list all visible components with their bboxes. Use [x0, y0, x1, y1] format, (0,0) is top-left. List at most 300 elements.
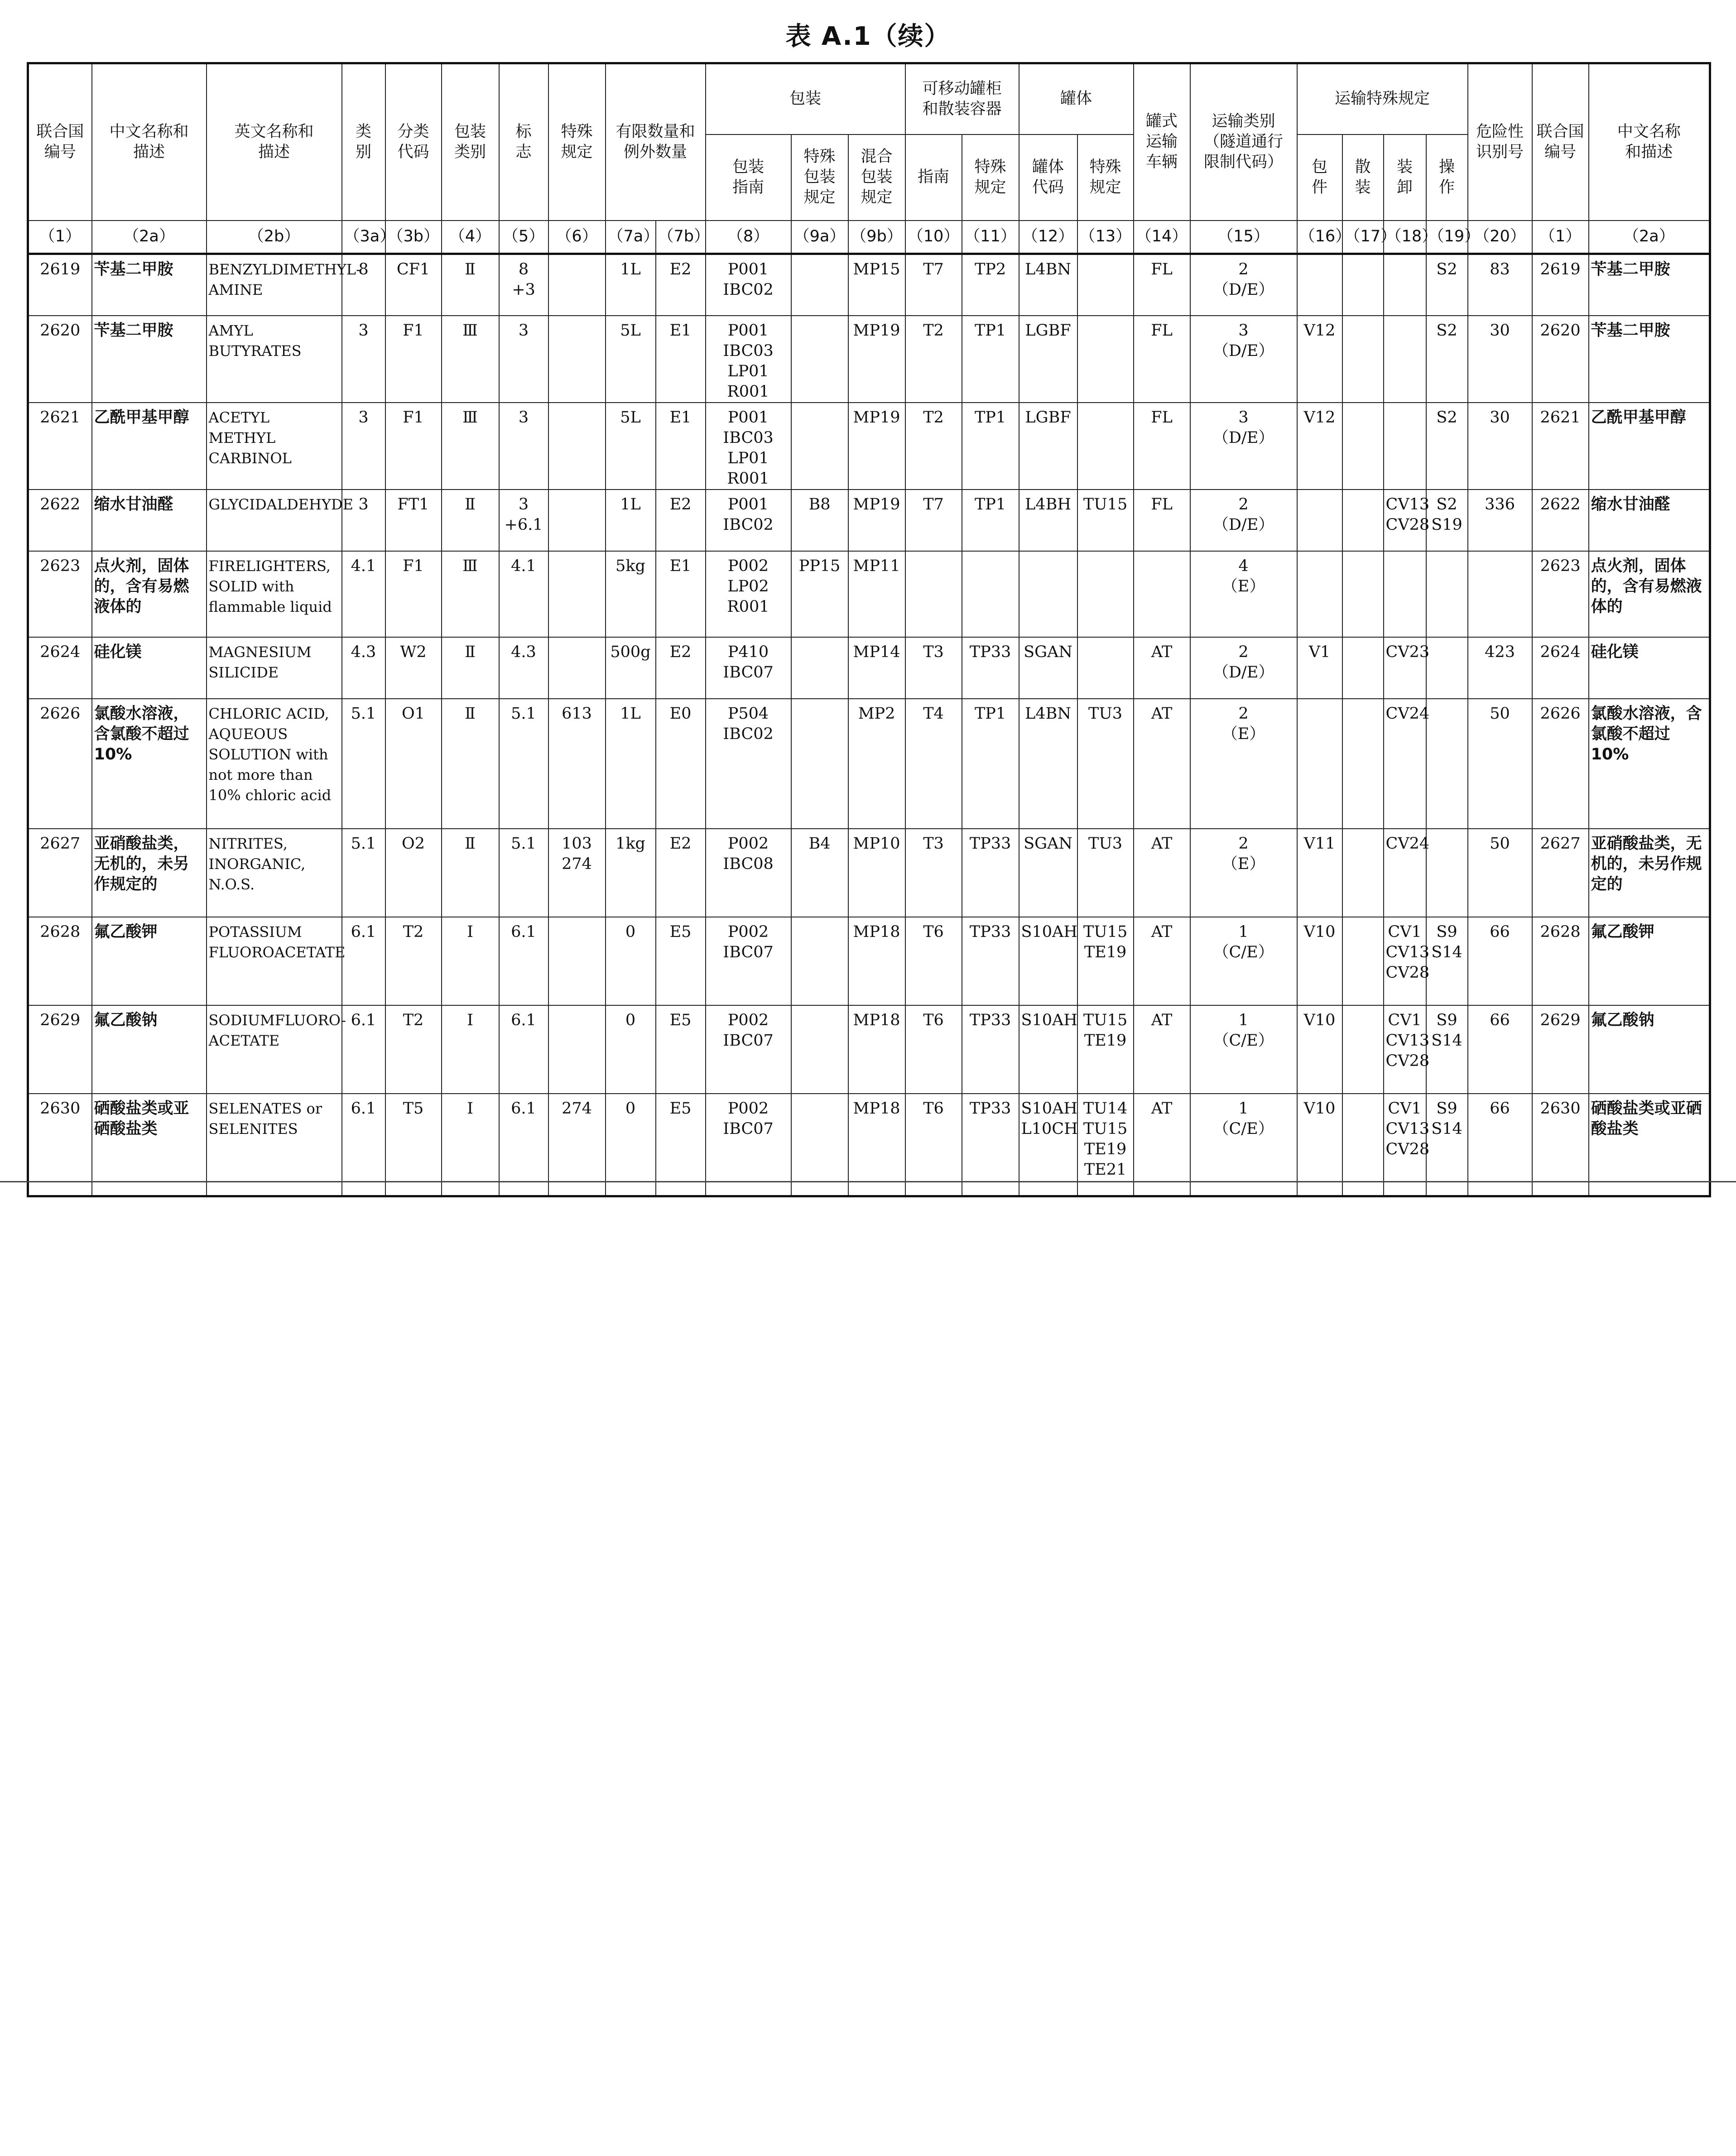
header-chinese-name: 中文名称和 描述	[92, 63, 207, 221]
table-cell: 5.1	[342, 699, 385, 829]
table-cell: MP18	[848, 1005, 905, 1094]
table-cell: LGBF	[1019, 403, 1077, 490]
table-cell	[1426, 551, 1468, 637]
table-cell	[791, 917, 848, 1005]
table-cell: TU14 TU15 TE19 TE21	[1077, 1094, 1134, 1196]
table-cell	[1342, 637, 1384, 699]
table-cell: CV1 CV13 CV28	[1384, 1005, 1426, 1094]
table-row	[28, 829, 1710, 917]
table-cell: S9 S14	[1426, 917, 1468, 1005]
table-cell: Ⅱ	[442, 637, 499, 699]
table-cell: V10	[1297, 917, 1342, 1005]
table-cell: S2	[1426, 316, 1468, 403]
table-cell: 2 （E）	[1190, 829, 1297, 917]
table-cell: TU3	[1077, 699, 1134, 829]
column-number: （5）	[499, 221, 548, 254]
column-number: （2a）	[92, 221, 207, 254]
table-cell: 点火剂，固体的，含有易燃液体的	[1589, 551, 1710, 637]
table-cell: S2	[1426, 254, 1468, 316]
table-cell: P002 IBC07	[706, 1094, 791, 1196]
column-number: （3b）	[385, 221, 442, 254]
table-row	[28, 254, 1710, 316]
table-cell: 硒酸盐类或亚硒酸盐类	[1589, 1094, 1710, 1196]
table-cell: T2	[385, 1005, 442, 1094]
table-cell: MP10	[848, 829, 905, 917]
table-cell	[1297, 254, 1342, 316]
table-cell: Ⅱ	[442, 699, 499, 829]
column-number: （20）	[1468, 221, 1532, 254]
table-cell: FL	[1134, 403, 1190, 490]
table-cell	[548, 637, 606, 699]
table-cell: TP33	[962, 829, 1019, 917]
table-cell: S10AH	[1019, 1005, 1077, 1094]
table-cell: E2	[656, 254, 706, 316]
table-cell: 2 （E）	[1190, 699, 1297, 829]
table-cell: Ⅱ	[442, 254, 499, 316]
table-cell: AT	[1134, 637, 1190, 699]
table-cell: 2620	[28, 316, 92, 403]
table-cell: B4	[791, 829, 848, 917]
table-cell: 苄基二甲胺	[92, 254, 207, 316]
table-cell	[1384, 403, 1426, 490]
table-cell: CV24	[1384, 829, 1426, 917]
column-number: （11）	[962, 221, 1019, 254]
table-cell: TU3	[1077, 829, 1134, 917]
table-cell: 2626	[28, 699, 92, 829]
header-un-number-repeat: 联合国 编号	[1532, 63, 1589, 221]
table-cell: P001 IBC02	[706, 490, 791, 551]
header-special-packing: 特殊 包装 规定	[791, 134, 848, 221]
table-cell: 500g	[606, 637, 656, 699]
table-cell	[548, 316, 606, 403]
table-cell: CF1	[385, 254, 442, 316]
table-row	[28, 917, 1710, 1005]
table-cell: 1L	[606, 254, 656, 316]
table-cell: E5	[656, 1005, 706, 1094]
table-cell: NITRITES, INORGANIC, N.O.S.	[207, 829, 342, 917]
table-cell	[791, 699, 848, 829]
table-cell: 氟乙酸钾	[1589, 917, 1710, 1005]
dangerous-goods-table	[27, 62, 1711, 1197]
table-cell	[791, 403, 848, 490]
table-cell: 2630	[1532, 1094, 1589, 1196]
table-cell: E1	[656, 551, 706, 637]
table-cell: MP15	[848, 254, 905, 316]
header-tank-code: 罐体 代码	[1019, 134, 1077, 221]
header-tank-special: 特殊 规定	[1077, 134, 1134, 221]
column-number: （19）	[1426, 221, 1468, 254]
table-cell: SGAN	[1019, 637, 1077, 699]
table-cell	[548, 254, 606, 316]
table-title: 表 A.1（续）	[785, 22, 951, 51]
table-cell: 5.1	[499, 699, 548, 829]
table-cell: 2623	[28, 551, 92, 637]
header-packages: 包 件	[1297, 134, 1342, 221]
table-cell	[1342, 551, 1384, 637]
table-cell: E5	[656, 1094, 706, 1196]
table-cell: TP1	[962, 490, 1019, 551]
column-number: （9b）	[848, 221, 905, 254]
table-cell: E2	[656, 637, 706, 699]
column-number: （15）	[1190, 221, 1297, 254]
table-cell: S2	[1426, 403, 1468, 490]
table-cell: T7	[905, 254, 962, 316]
table-cell	[548, 1005, 606, 1094]
table-cell: MP18	[848, 1094, 905, 1196]
table-cell	[1384, 316, 1426, 403]
table-cell: 30	[1468, 403, 1532, 490]
header-group-portable-tanks: 可移动罐柜 和散装容器	[905, 63, 1019, 134]
table-row	[28, 699, 1710, 829]
table-cell: 3	[342, 316, 385, 403]
table-cell	[905, 551, 962, 637]
header-mixed-packing: 混合 包装 规定	[848, 134, 905, 221]
table-cell: PP15	[791, 551, 848, 637]
table-cell: 氟乙酸钠	[1589, 1005, 1710, 1094]
table-cell: E1	[656, 316, 706, 403]
table-cell: 0	[606, 1094, 656, 1196]
table-cell	[1426, 699, 1468, 829]
header-classification-code: 分类 代码	[385, 63, 442, 221]
header-class: 类 别	[342, 63, 385, 221]
table-cell: T2	[905, 316, 962, 403]
table-cell: S9 S14	[1426, 1005, 1468, 1094]
table-cell	[1384, 254, 1426, 316]
table-cell: AT	[1134, 917, 1190, 1005]
table-cell	[791, 254, 848, 316]
table-cell: 硅化镁	[92, 637, 207, 699]
table-cell: 亚硝酸盐类，无机的，未另作规定的	[1589, 829, 1710, 917]
table-cell: E2	[656, 829, 706, 917]
header-portable-instructions: 指南	[905, 134, 962, 221]
table-cell: FIRELIGHTERS, SOLID with flammable liquid	[207, 551, 342, 637]
table-cell: 1L	[606, 490, 656, 551]
column-number: （8）	[706, 221, 791, 254]
table-cell: 1kg	[606, 829, 656, 917]
table-cell: MP2	[848, 699, 905, 829]
header-tank-vehicle: 罐式 运输 车辆	[1134, 63, 1190, 221]
column-number-row	[28, 221, 1710, 254]
table-cell: O1	[385, 699, 442, 829]
table-cell: P002 LP02 R001	[706, 551, 791, 637]
table-cell: 3	[499, 403, 548, 490]
header-portable-special: 特殊 规定	[962, 134, 1019, 221]
table-cell: TU15 TE19	[1077, 917, 1134, 1005]
table-row	[28, 1005, 1710, 1094]
table-cell: 5L	[606, 403, 656, 490]
header-packing-instructions: 包装 指南	[706, 134, 791, 221]
table-cell: E2	[656, 490, 706, 551]
table-cell	[1077, 403, 1134, 490]
table-cell	[1077, 316, 1134, 403]
table-row	[28, 637, 1710, 699]
table-cell: MAGNESIUM SILICIDE	[207, 637, 342, 699]
table-cell: 3 （D/E）	[1190, 316, 1297, 403]
table-cell	[1468, 551, 1532, 637]
table-cell: S10AH L10CH	[1019, 1094, 1077, 1196]
table-cell: F1	[385, 403, 442, 490]
table-cell	[548, 403, 606, 490]
table-cell: 2628	[28, 917, 92, 1005]
table-cell: F1	[385, 316, 442, 403]
table-cell: 2623	[1532, 551, 1589, 637]
table-cell: 氟乙酸钾	[92, 917, 207, 1005]
table-cell: CV1 CV13 CV28	[1384, 917, 1426, 1005]
table-cell: 0	[606, 917, 656, 1005]
table-cell: 2 （D/E）	[1190, 637, 1297, 699]
column-number: （3a）	[342, 221, 385, 254]
column-number: （7a）	[606, 221, 656, 254]
table-cell	[1342, 829, 1384, 917]
table-cell: TP33	[962, 637, 1019, 699]
table-cell	[1297, 699, 1342, 829]
table-cell: 2622	[28, 490, 92, 551]
table-cell: AT	[1134, 1094, 1190, 1196]
table-cell: Ⅲ	[442, 403, 499, 490]
table-cell: Ⅰ	[442, 1005, 499, 1094]
table-cell: P001 IBC03 LP01 R001	[706, 403, 791, 490]
table-cell: 103 274	[548, 829, 606, 917]
table-cell	[1342, 917, 1384, 1005]
table-cell: 3 （D/E）	[1190, 403, 1297, 490]
table-cell: 2629	[28, 1005, 92, 1094]
table-cell: 50	[1468, 699, 1532, 829]
table-cell: T6	[905, 917, 962, 1005]
table-cell: ACETYL METHYL CARBINOL	[207, 403, 342, 490]
table-cell: TP33	[962, 1005, 1019, 1094]
table-cell: P410 IBC07	[706, 637, 791, 699]
table-cell: 缩水甘油醛	[92, 490, 207, 551]
header-hazard-id: 危险性 识别号	[1468, 63, 1532, 221]
table-cell: 423	[1468, 637, 1532, 699]
column-number: （2b）	[207, 221, 342, 254]
table-body	[28, 254, 1710, 1196]
table-cell: 1L	[606, 699, 656, 829]
table-cell	[1342, 1005, 1384, 1094]
table-cell: T3	[905, 637, 962, 699]
table-cell: TP33	[962, 1094, 1019, 1196]
table-cell: TU15	[1077, 490, 1134, 551]
table-cell: 6.1	[499, 917, 548, 1005]
table-cell	[1134, 551, 1190, 637]
table-cell: 4.1	[499, 551, 548, 637]
table-cell: MP18	[848, 917, 905, 1005]
table-cell: 硅化镁	[1589, 637, 1710, 699]
bottom-rule	[0, 1181, 1736, 1182]
table-cell: 2626	[1532, 699, 1589, 829]
table-cell: 0	[606, 1005, 656, 1094]
table-cell: MP11	[848, 551, 905, 637]
table-cell	[791, 637, 848, 699]
table-cell: O2	[385, 829, 442, 917]
table-cell: E1	[656, 403, 706, 490]
column-number: （13）	[1077, 221, 1134, 254]
table-cell	[1426, 637, 1468, 699]
table-cell: 氯酸水溶液，含氯酸不超过10%	[92, 699, 207, 829]
table-cell: 乙酰甲基甲醇	[92, 403, 207, 490]
table-cell: V10	[1297, 1005, 1342, 1094]
table-cell: 2629	[1532, 1005, 1589, 1094]
table-cell	[1426, 829, 1468, 917]
table-cell: FL	[1134, 254, 1190, 316]
table-cell: 66	[1468, 1094, 1532, 1196]
table-cell: V1	[1297, 637, 1342, 699]
table-cell: S2 S19	[1426, 490, 1468, 551]
table-cell: CV24	[1384, 699, 1426, 829]
table-cell: 2622	[1532, 490, 1589, 551]
table-cell: 613	[548, 699, 606, 829]
table-cell: 2630	[28, 1094, 92, 1196]
table-cell	[1077, 254, 1134, 316]
table-cell	[1019, 551, 1077, 637]
table-cell: S10AH	[1019, 917, 1077, 1005]
table-cell: CV1 CV13 CV28	[1384, 1094, 1426, 1196]
table-cell: T4	[905, 699, 962, 829]
table-cell: 3	[342, 403, 385, 490]
table-cell: P001 IBC03 LP01 R001	[706, 316, 791, 403]
table-cell: GLYCIDALDEHYDE	[207, 490, 342, 551]
header-limited-quantities: 有限数量和 例外数量	[606, 63, 706, 221]
table-cell: P002 IBC07	[706, 917, 791, 1005]
table-cell	[1077, 551, 1134, 637]
table-cell: 1 （C/E）	[1190, 1094, 1297, 1196]
table-cell: Ⅱ	[442, 490, 499, 551]
table-cell: F1	[385, 551, 442, 637]
table-cell: L4BN	[1019, 254, 1077, 316]
table-cell: T5	[385, 1094, 442, 1196]
table-cell: 66	[1468, 917, 1532, 1005]
column-number: （7b）	[656, 221, 706, 254]
table-cell	[791, 1005, 848, 1094]
table-cell: 氯酸水溶液，含氯酸不超过10%	[1589, 699, 1710, 829]
table-cell	[548, 551, 606, 637]
table-cell	[1342, 490, 1384, 551]
table-cell: V11	[1297, 829, 1342, 917]
table-header	[28, 63, 1710, 254]
table-cell: FL	[1134, 316, 1190, 403]
table-cell	[962, 551, 1019, 637]
table-cell	[548, 490, 606, 551]
header-group-special-provisions: 运输特殊规定	[1297, 63, 1468, 134]
table-cell: 苄基二甲胺	[92, 316, 207, 403]
table-cell	[1342, 403, 1384, 490]
table-cell: MP14	[848, 637, 905, 699]
table-cell: T6	[905, 1005, 962, 1094]
table-cell: AT	[1134, 829, 1190, 917]
column-number: （9a）	[791, 221, 848, 254]
table-cell: 6.1	[342, 917, 385, 1005]
header-group-packaging: 包装	[706, 63, 905, 134]
table-cell: E0	[656, 699, 706, 829]
table-cell: FL	[1134, 490, 1190, 551]
table-cell: 1 （C/E）	[1190, 1005, 1297, 1094]
table-cell: 2621	[28, 403, 92, 490]
table-cell: 6.1	[342, 1094, 385, 1196]
table-cell: 2 （D/E）	[1190, 490, 1297, 551]
table-cell: SELENATES or SELENITES	[207, 1094, 342, 1196]
table-cell: CHLORIC ACID, AQUEOUS SOLUTION with not more than 10% chloric acid	[207, 699, 342, 829]
table-cell	[1384, 551, 1426, 637]
header-chinese-name-repeat: 中文名称 和描述	[1589, 63, 1710, 221]
table-cell: P001 IBC02	[706, 254, 791, 316]
table-cell: 4 （E）	[1190, 551, 1297, 637]
table-cell: 83	[1468, 254, 1532, 316]
column-number: （4）	[442, 221, 499, 254]
header-special-provisions: 特殊 规定	[548, 63, 606, 221]
header-english-name: 英文名称和 描述	[207, 63, 342, 221]
table-cell: FT1	[385, 490, 442, 551]
table-cell: 3	[342, 490, 385, 551]
table-cell: 2 （D/E）	[1190, 254, 1297, 316]
table-cell	[791, 316, 848, 403]
table-cell: 苄基二甲胺	[1589, 316, 1710, 403]
table-cell	[1342, 699, 1384, 829]
table-cell: 2624	[28, 637, 92, 699]
table-row	[28, 490, 1710, 551]
table-cell: 3 +6.1	[499, 490, 548, 551]
table-cell: 8 +3	[499, 254, 548, 316]
table-cell: 1 （C/E）	[1190, 917, 1297, 1005]
table-cell: 乙酰甲基甲醇	[1589, 403, 1710, 490]
header-group-tank: 罐体	[1019, 63, 1134, 134]
table-cell	[1297, 551, 1342, 637]
column-number: （14）	[1134, 221, 1190, 254]
table-cell: 50	[1468, 829, 1532, 917]
table-cell: 2621	[1532, 403, 1589, 490]
table-cell: 6.1	[342, 1005, 385, 1094]
table-cell: CV13 CV28	[1384, 490, 1426, 551]
table-cell: MP19	[848, 316, 905, 403]
table-cell	[1297, 490, 1342, 551]
table-cell: 5.1	[342, 829, 385, 917]
column-number: （10）	[905, 221, 962, 254]
table-cell: CV23	[1384, 637, 1426, 699]
table-cell	[1342, 316, 1384, 403]
table-cell: BENZYLDIMETHYL- AMINE	[207, 254, 342, 316]
table-cell: AT	[1134, 1005, 1190, 1094]
table-cell: 2627	[28, 829, 92, 917]
table-row	[28, 316, 1710, 403]
column-number: （1）	[1532, 221, 1589, 254]
table-cell: 4.1	[342, 551, 385, 637]
table-cell: 硒酸盐类或亚硒酸盐类	[92, 1094, 207, 1196]
table-cell: 5.1	[499, 829, 548, 917]
table-cell: AT	[1134, 699, 1190, 829]
table-cell: W2	[385, 637, 442, 699]
table-row	[28, 551, 1710, 637]
table-cell: 274	[548, 1094, 606, 1196]
table-cell: V12	[1297, 316, 1342, 403]
table-cell: V10	[1297, 1094, 1342, 1196]
table-cell: P002 IBC07	[706, 1005, 791, 1094]
table-cell: E5	[656, 917, 706, 1005]
table-cell: 苄基二甲胺	[1589, 254, 1710, 316]
table-cell: POTASSIUM FLUOROACETATE	[207, 917, 342, 1005]
header-operation: 操 作	[1426, 134, 1468, 221]
table-cell: TP33	[962, 917, 1019, 1005]
table-cell: P002 IBC08	[706, 829, 791, 917]
column-number: （12）	[1019, 221, 1077, 254]
header-transport-category: 运输类别 （隧道通行 限制代码）	[1190, 63, 1297, 221]
table-cell: T7	[905, 490, 962, 551]
table-cell: Ⅱ	[442, 829, 499, 917]
table-cell	[1077, 637, 1134, 699]
table-cell: V12	[1297, 403, 1342, 490]
table-cell: SGAN	[1019, 829, 1077, 917]
table-cell: LGBF	[1019, 316, 1077, 403]
table-cell: Ⅲ	[442, 551, 499, 637]
table-cell: 点火剂，固体的，含有易燃液体的	[92, 551, 207, 637]
